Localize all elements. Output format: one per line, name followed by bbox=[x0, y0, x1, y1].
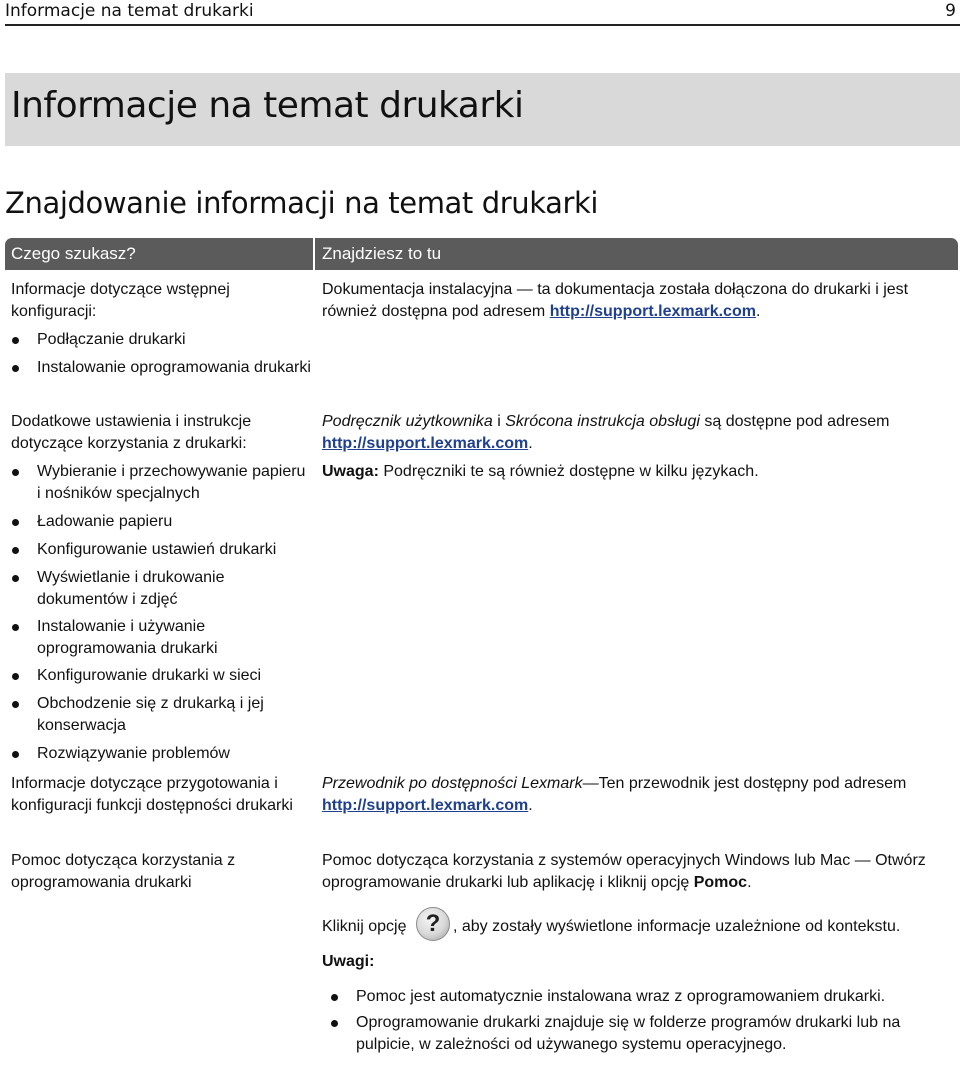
section-title: Znajdowanie informacji na temat drukarki bbox=[5, 186, 599, 220]
list-item: Konfigurowanie ustawień drukarki bbox=[11, 539, 311, 561]
row2-right-cell bbox=[322, 411, 952, 483]
row1-right-cell bbox=[322, 279, 952, 323]
list-item: Oprogramowanie drukarki znajduje się w folderze programów drukarki lub na pulpicie, w zależności od używanego systemu operacyjnego. bbox=[330, 1012, 952, 1056]
row1-topic-list bbox=[11, 329, 311, 379]
chapter-title: Informacje na temat drukarki bbox=[11, 85, 524, 126]
row4-topic: Pomoc dotycząca korzystania z oprogramowania drukarki bbox=[11, 852, 236, 891]
row2-left-cell bbox=[11, 411, 311, 765]
row1-intro: Informacje dotyczące wstępnej konfiguracji: bbox=[11, 281, 230, 320]
row4-click-help: Kliknij opcję ? , aby zostały wyświetlone informacje uzależnione od kontekstu. bbox=[322, 913, 952, 941]
column-header-what: Czego szukasz? bbox=[11, 244, 136, 263]
page-number: 9 bbox=[945, 1, 956, 21]
row1-left-cell bbox=[11, 279, 311, 379]
running-header bbox=[5, 0, 960, 26]
row1-resource-text: Dokumentacja instalacyjna — ta dokumentacja została dołączona do drukarki i jest również dostępna pod adresem http://support.lexmark.com. bbox=[322, 281, 909, 320]
chapter-banner bbox=[5, 73, 960, 146]
note-label: Uwaga: bbox=[322, 463, 379, 480]
list-item: Instalowanie i używanie oprogramowania drukarki bbox=[11, 616, 311, 660]
row2-resource-text: Podręcznik użytkownika i Skrócona instrukcja obsługi są dostępne pod adresem http://support.lexmark.com. bbox=[322, 413, 890, 452]
row2-intro: Dodatkowe ustawienia i instrukcje dotyczące korzystania z drukarki: bbox=[11, 413, 252, 452]
help-question-icon[interactable]: ? bbox=[416, 907, 450, 941]
support-link[interactable]: http://support.lexmark.com bbox=[322, 797, 529, 814]
list-item: Wyświetlanie i drukowanie dokumentów i zdjęć bbox=[11, 567, 311, 611]
row3-topic: Informacje dotyczące przygotowania i konfiguracji funkcji dostępności drukarki bbox=[11, 775, 293, 814]
row4-notes-list bbox=[330, 986, 952, 1056]
list-item: Podłączanie drukarki bbox=[11, 329, 311, 351]
row4-left-cell bbox=[11, 850, 311, 894]
list-item: Pomoc jest automatycznie instalowana wraz z oprogramowaniem drukarki. bbox=[330, 986, 952, 1008]
row4-help-text: Pomoc dotycząca korzystania z systemów operacyjnych Windows lub Mac — Otwórz oprogramowanie drukarki lub aplikację i kliknij opcję Pomoc. bbox=[322, 852, 926, 891]
support-link[interactable]: http://support.lexmark.com bbox=[322, 435, 529, 452]
header-divider bbox=[313, 238, 315, 270]
list-item: Instalowanie oprogramowania drukarki bbox=[11, 357, 311, 379]
list-item: Konfigurowanie drukarki w sieci bbox=[11, 665, 311, 687]
row2-note: Uwaga: Podręczniki te są również dostępne w kilku językach. bbox=[322, 463, 759, 480]
row3-resource-text: Przewodnik po dostępności Lexmark—Ten przewodnik jest dostępny pod adresem http://support.lexmark.com. bbox=[322, 775, 907, 814]
table-header bbox=[5, 238, 958, 270]
running-header-title: Informacje na temat drukarki bbox=[5, 1, 254, 21]
support-link[interactable]: http://support.lexmark.com bbox=[549, 303, 756, 320]
list-item: Rozwiązywanie problemów bbox=[11, 743, 311, 765]
help-option-label: Pomoc bbox=[693, 874, 748, 891]
list-item: Ładowanie papieru bbox=[11, 511, 311, 533]
list-item: Wybieranie i przechowywanie papieru i nośników specjalnych bbox=[11, 461, 311, 505]
row2-topic-list bbox=[11, 461, 311, 765]
row3-left-cell bbox=[11, 773, 311, 817]
row4-right-cell bbox=[322, 850, 952, 1056]
list-item: Obchodzenie się z drukarką i jej konserwacja bbox=[11, 693, 311, 737]
column-header-where: Znajdziesz to tu bbox=[322, 244, 442, 263]
notes-label: Uwagi: bbox=[322, 953, 375, 970]
row3-right-cell bbox=[322, 773, 952, 817]
